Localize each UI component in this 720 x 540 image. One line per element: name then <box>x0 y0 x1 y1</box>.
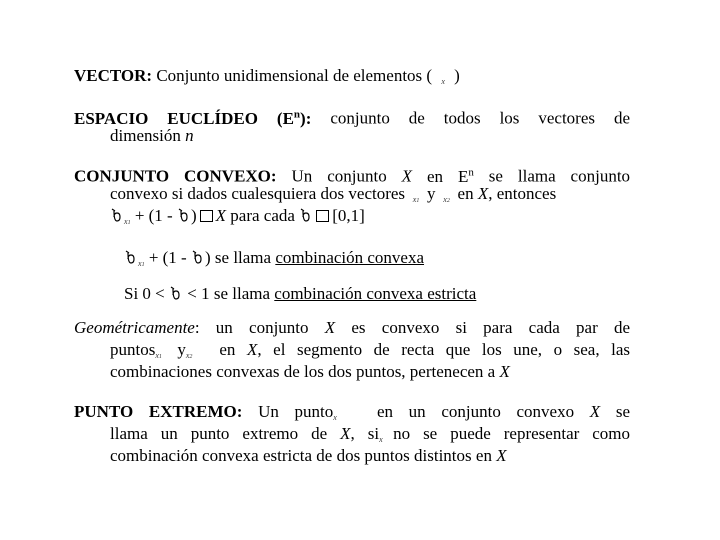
strict-text: Si 0 < <box>124 284 165 303</box>
vector-term: VECTOR: <box>74 66 153 85</box>
belongs-glyph-icon <box>316 210 329 222</box>
vector-symbol: x <box>441 77 445 86</box>
convexo-y: y <box>427 184 436 203</box>
convexo-l2b: en <box>457 184 474 203</box>
espacio-term: ESPACIO EUCLÍDEO $(E^n)$: <box>74 108 312 128</box>
vector-close: ) <box>454 66 460 85</box>
lambda-glyph-icon <box>110 207 124 223</box>
strict-mid: < 1 se llama <box>187 284 271 303</box>
convexo-l3-close: ) <box>190 206 197 225</box>
geom-l2-rest: en X, el segmento de recta que los une, o sea, las <box>219 340 631 359</box>
espacio-line2: dimensión <box>110 126 181 145</box>
lambda-glyph-icon <box>191 249 205 265</box>
lambda-glyph-icon <box>177 207 191 223</box>
convexo-l1c: se llama conjunto <box>488 166 631 186</box>
extremo-term: PUNTO EXTREMO: <box>74 402 243 421</box>
belongs-glyph-icon <box>200 210 213 222</box>
convexo-l1a: Un conjunto <box>291 166 387 186</box>
convexo-l3-plus: + (1 - <box>134 206 173 225</box>
x1-symbol: x1 <box>138 259 145 268</box>
comb-close: ) <box>204 248 211 267</box>
x1-symbol: x1 <box>412 195 420 204</box>
convexo-l2c: , entonces <box>488 184 557 203</box>
extremo-l1b: en un conjunto convexo <box>376 402 575 421</box>
extremo-l1c: se <box>615 402 631 421</box>
espacio-line1: conjunto de todos los vectores de <box>330 108 630 128</box>
comb-term: combinación convexa <box>275 248 425 267</box>
convexo-interval: [0,1] <box>332 206 365 225</box>
comb-text: se llama <box>214 248 272 267</box>
vector-text: Conjunto unidimensional de elementos ( <box>156 66 433 85</box>
x1-symbol: x1 <box>124 217 131 226</box>
x2-symbol: x2 <box>443 195 450 204</box>
extremo-l1a: Un punto$_x$ <box>258 402 337 422</box>
geom-l1x: X <box>324 318 336 337</box>
geom-l1: Geométricamente: un conjunto <box>74 318 309 337</box>
convexo-l2a: convexo si dados cualesquiera dos vectores <box>110 184 406 203</box>
extremo-l2a: llama un punto extremo de X, $si_x$ no se puede representar como <box>110 424 631 444</box>
convexo-l3x: X <box>215 206 227 225</box>
convexo-l1b: en $E^n$ <box>426 166 474 186</box>
convexo-term: CONJUNTO CONVEXO: <box>74 166 277 186</box>
x1-symbol: x1 <box>155 351 162 360</box>
convexo-l3-para: para cada <box>230 206 295 225</box>
geom-l3a: combinaciones convexas de los dos puntos, pertenecen a <box>110 362 496 381</box>
lambda-glyph-icon <box>299 207 313 223</box>
x2-symbol: x2 <box>185 351 193 360</box>
strict-term: combinación convexa estricta <box>274 284 477 303</box>
extremo-l3x: X <box>496 446 507 465</box>
convexo-set-x: X <box>401 166 413 186</box>
lambda-glyph-icon <box>169 285 183 301</box>
extremo-l1x: X <box>589 402 601 421</box>
convexo-l2x: X <box>477 184 489 203</box>
geom-l3x: X <box>499 362 510 381</box>
geom-puntos: puntos$_{x1}$ $y_{x2}$ <box>110 340 193 360</box>
geom-l1b: es convexo si para cada par de <box>351 318 631 337</box>
lambda-glyph-icon <box>124 249 138 265</box>
comb-plus: + (1 - <box>148 248 187 267</box>
espacio-var-n: n <box>185 126 194 145</box>
extremo-l3a: combinación convexa estricta de dos puntos distintos en <box>110 446 492 465</box>
